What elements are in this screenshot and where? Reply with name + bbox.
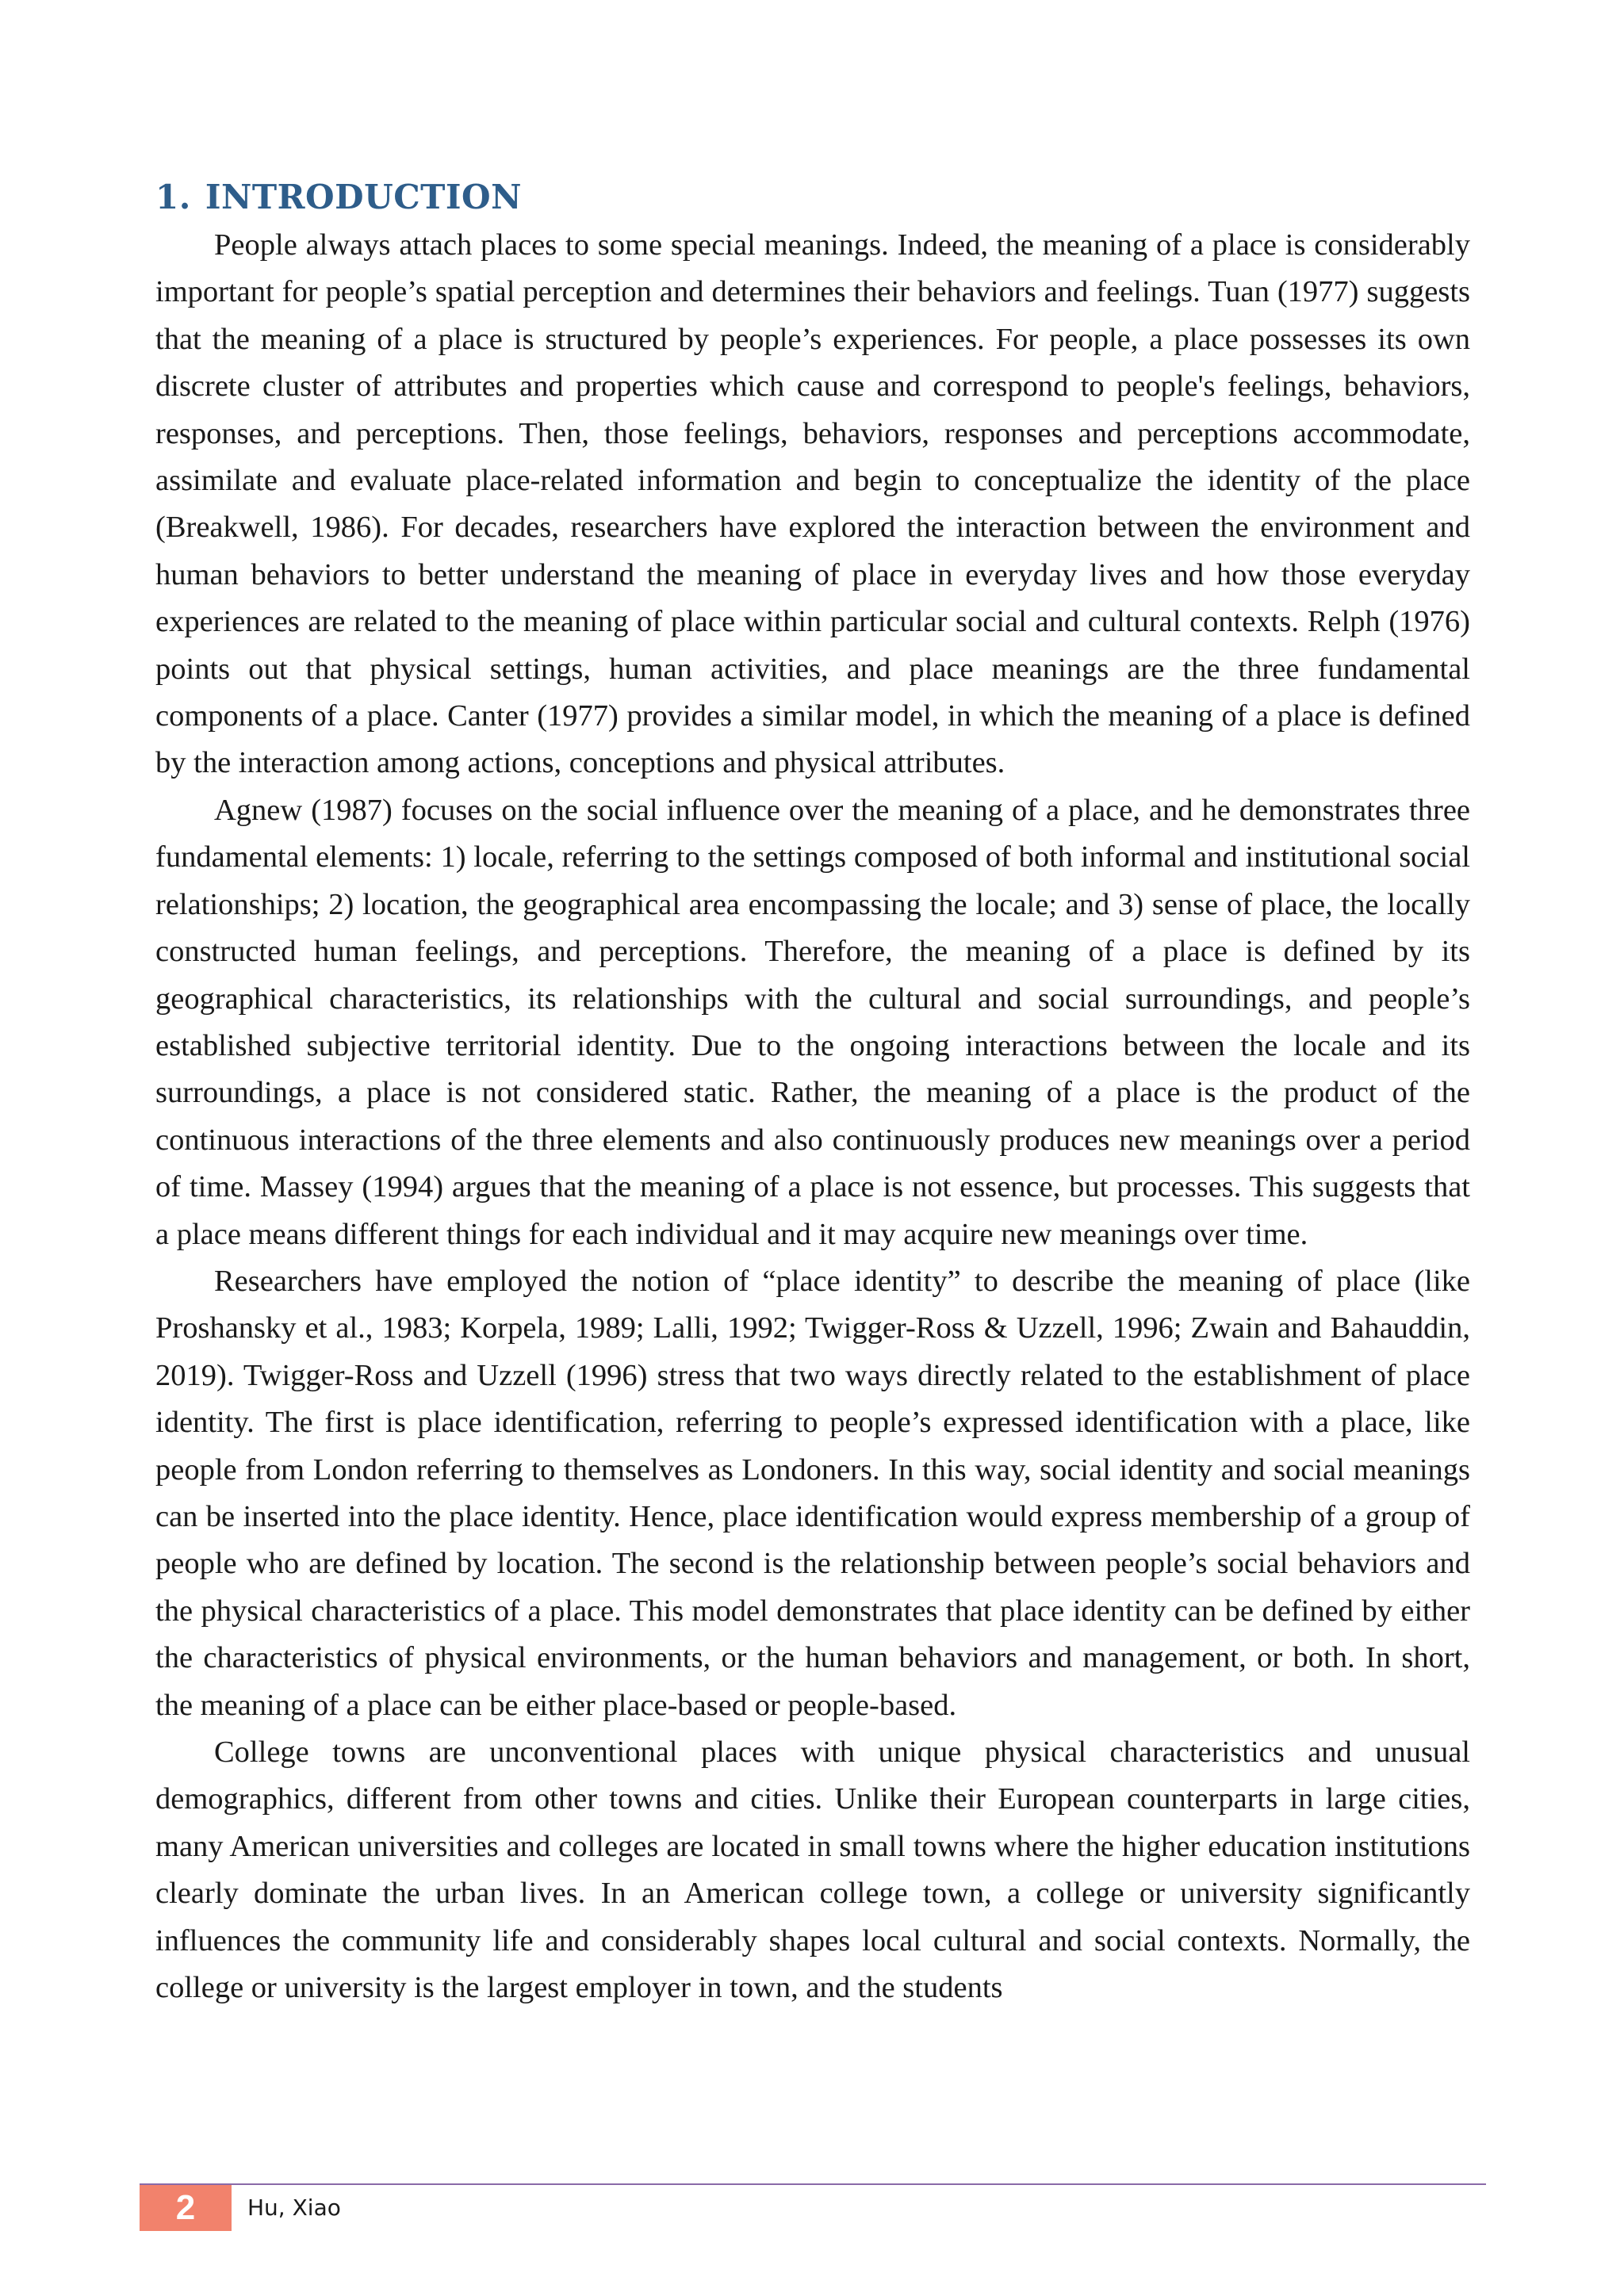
paragraph: Agnew (1987) focuses on the social influence over the meaning of a place, and he demonstrates three fundamental elements: 1) locale, referring to the settings composed of both informal and institutional social relationships; 2) location, the geographical area encompassing the locale; and 3) sense of place, the locally constructed human feelings, and perceptions. Therefore, the meaning of a place is defined by its geographical characteristics, its relationships with the cultural and social surroundings, and people’s established subjective territorial identity. Due to the ongoing interactions between the locale and its surroundings, a place is not considered static. Rather, the meaning of a place is the product of the continuous interactions of the three elements and also continuously produces new meanings over a period of time. Massey (1994) argues that the meaning of a place is not essence, but processes. This suggests that a place means different things for each individual and it may acquire new meanings over time. [155, 793, 1470, 1251]
running-author: Hu, Xiao [247, 2195, 341, 2221]
page-number: 2 [140, 2185, 232, 2231]
paragraph: People always attach places to some special meanings. Indeed, the meaning of a place is considerably important for people’s spatial perception and determines their behaviors and feelings. Tuan (1977) suggests that the meaning of a place is structured by people’s experiences. For people, a place possesses its own discrete cluster of attributes and properties which cause and correspond to people's feelings, behaviors, responses, and perceptions. Then, those feelings, behaviors, responses and perceptions accommodate, assimilate and evaluate place-related information and begin to conceptualize the identity of the place (Breakwell, 1986). For decades, researchers have explored the interaction between the environment and human behaviors to better understand the meaning of place in everyday lives and how those everyday experiences are related to the meaning of place within particular social and cultural contexts. Relph (1976) points out that physical settings, human activities, and place meanings are the three fundamental components of a place. Canter (1977) provides a similar model, in which the meaning of a place is defined by the interaction among actions, conceptions and physical attributes. [155, 228, 1470, 780]
footer-divider [140, 2183, 1486, 2185]
paragraph: College towns are unconventional places with unique physical characteristics and unusual demographics, different from other towns and cities. Unlike their European counterparts in large cities, many American universities and colleges are located in small towns where the higher education institutions clearly dominate the urban lives. In an American college town, a college or university significantly influences the community life and considerably shapes local cultural and social contexts. Normally, the college or university is the largest employer in town, and the students [155, 1735, 1470, 2005]
paragraph: Researchers have employed the notion of “place identity” to describe the meaning of place (like Proshansky et al., 1983; Korpela, 1989; Lalli, 1992; Twigger-Ross & Uzzell, 1996; Zwain and Bahauddin, 2019). Twigger-Ross and Uzzell (1996) stress that two ways directly related to the establishment of place identity. The first is place identification, referring to people’s expressed identification with a place, like people from London referring to themselves as Londoners. In this way, social identity and social meanings can be inserted into the place identity. Hence, place identification would express membership of a group of people who are defined by location. The second is the relationship between people’s social behaviors and the physical characteristics of a place. This model demonstrates that place identity can be defined by either the characteristics of physical environments, or the human behaviors and management, or both. In short, the meaning of a place can be either place-based or people-based. [155, 1264, 1470, 1722]
main-content [155, 173, 1470, 2011]
section-title: INTRODUCTION [205, 178, 522, 216]
section-heading [155, 173, 1470, 222]
section-number: 1. [155, 178, 191, 216]
